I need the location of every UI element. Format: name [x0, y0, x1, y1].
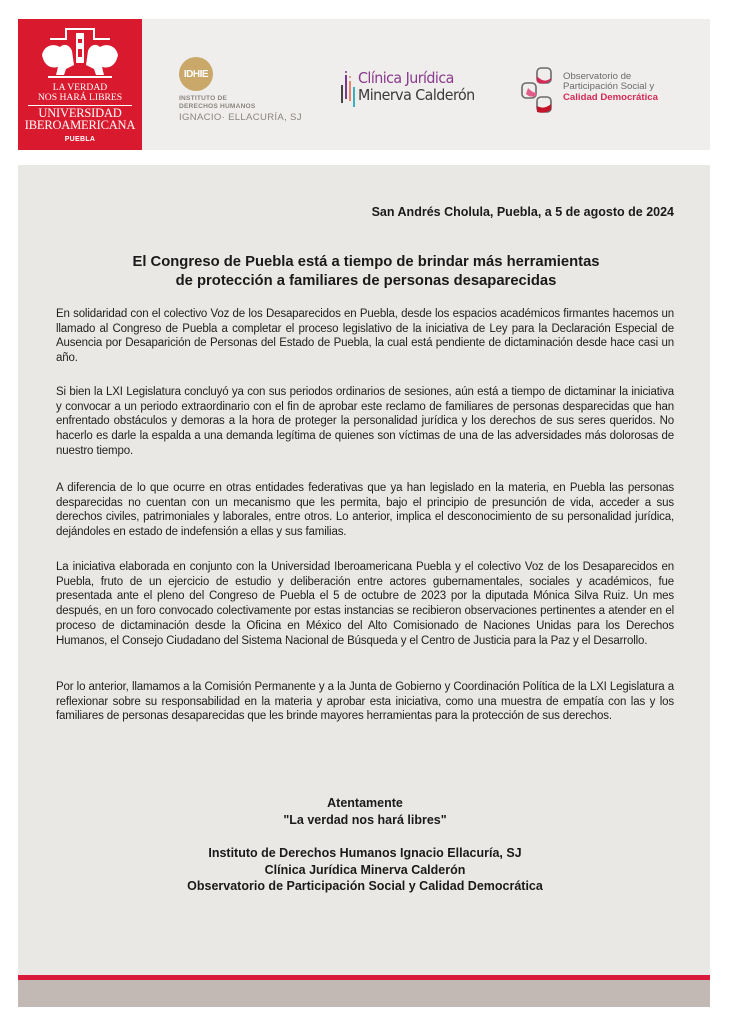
closing: Atentamente: [327, 796, 403, 810]
ibero-name: [18, 107, 142, 131]
title-line2: de protección a familiares de personas desaparecidas: [175, 273, 557, 289]
observatorio-logo: [520, 66, 680, 116]
idhie-line3: IGNACIO· ELLACURÍA, SJ: [179, 112, 302, 123]
paragraph-3: A diferencia de lo que ocurre en otras entidades federativas que ya han legislado en la materia, en Puebla las personas desparecidas no cuentan con un mecanismo que les permita, bajo el principio de presunción de vida, acceder a sus derechos civiles, patrimoniales y laborales, entre otros. Lo anterior, implica el desconocimiento de su personalidad jurídica, dejándoles en estado de indefensión a ellas y sus familias.: [56, 482, 674, 539]
signatory-clinica: Clínica Jurídica Minerva Calderón: [264, 862, 466, 877]
clinica-bars-icon: [340, 71, 356, 107]
paragraph-4: La iniciativa elaborada en conjunto con la Universidad Iberoamericana Puebla y el colectivo Voz de los Desaparecidos en Puebla, fruto de un ejercicio de estudio y deliberación entre actores gubernamentales, sociales y académicos, fue presentada ante el pleno del Congreso de Puebla el 5 de octubre de 2023 por la diputada Mónica Silva Ruiz. Un mes después, en un foro convocado colectivamente por estas instancias se recibieron observaciones pertinentes a atender en el proceso de dictaminación desde la Oficina en México del Alto Comisionado de Naciones Unidas para los Derechos Humanos, el Consejo Ciudadano del Sistema Nacional de Búsqueda y el Centro de Justicia para la Paz y el Desarrollo.: [56, 561, 674, 647]
document-title: [56, 253, 676, 291]
signatory-observatorio: Observatorio de Participación Social y Calidad Democrática: [187, 879, 543, 893]
ibero-name-line1: UNIVERSIDAD: [38, 106, 122, 120]
idhie-line1: INSTITUTO DE: [179, 95, 228, 102]
closing-block: [56, 795, 674, 828]
ibero-city: PUEBLA: [64, 136, 96, 143]
paragraph-5: Por lo anterior, llamamos a la Comisión Permanente y a la Junta de Gobierno y Coordinación Política de la LXI Legislatura a reflexionar sobre su responsabilidad en la materia y aprobar esta iniciativa, como una muestra de empatía con las y los familiares de personas desaparecidas que les brinde mayores herramientas para la protección de sus derechos.: [56, 681, 674, 723]
closing-motto: "La verdad nos hará libres": [283, 812, 447, 827]
observatorio-line1: Observatorio de: [563, 71, 632, 82]
signatory-idhie: Instituto de Derechos Humanos Ignacio Ellacuría, SJ: [208, 846, 522, 860]
observatorio-line2: Participación Social y: [563, 81, 655, 92]
clinica-line1: Clínica Jurídica: [358, 69, 454, 87]
clinica-juridica-logo: [340, 68, 500, 114]
clinica-line2: Minerva Calderón: [358, 86, 475, 104]
raised-hands-icon: [520, 66, 560, 116]
idhie-logo: [177, 57, 337, 127]
ibero-crest-icon: [36, 25, 124, 83]
paragraph-1: En solidaridad con el colectivo Voz de los Desaparecidos en Puebla, desde los espacios académicos firmantes hacemos un llamado al Congreso de Puebla a completar el proceso legislativo de la iniciativa de Ley para la Declaración Especial de Ausencia por Desaparición de Personas del Estado de Puebla, la cual está pendiente de dictaminación desde hace casi un año.: [56, 308, 674, 365]
ibero-puebla-logo: [18, 19, 142, 150]
dateline: San Andrés Cholula, Puebla, a 5 de agosto de 2024: [371, 205, 674, 219]
signatories-block: [56, 845, 674, 895]
ibero-motto-line2: NOS HARÁ LIBRES: [37, 92, 123, 103]
idhie-badge-icon: IDHIE: [179, 57, 213, 91]
observatorio-line3: Calidad Democrática: [563, 92, 658, 103]
idhie-line2: DERECHOS HUMANOS: [179, 103, 256, 110]
ibero-motto-line1: LA VERDAD: [52, 82, 108, 93]
paragraph-2: Si bien la LXI Legislatura concluyó ya con sus periodos ordinarios de sesiones, aún está a tiempo de dictaminar la iniciativa y convocar a un periodo extraordinario con el fin de aprobar este reclamo de familiares de personas desparecidas que han enfrentado obstáculos y demoras a la hora de proteger la personalidad jurídica y los derechos de sus seres queridos. No hacerlo es darle la espalda a una demanda legítima de quienes son víctimas de una de las adversidades más dolorosas de nuestro tiempo.: [56, 386, 674, 457]
ibero-name-line2: IBEROAMERICANA: [24, 118, 136, 132]
ibero-motto: [18, 83, 142, 103]
footer-band: [18, 980, 710, 1007]
title-line1: El Congreso de Puebla está a tiempo de brindar más herramientas: [132, 254, 600, 270]
